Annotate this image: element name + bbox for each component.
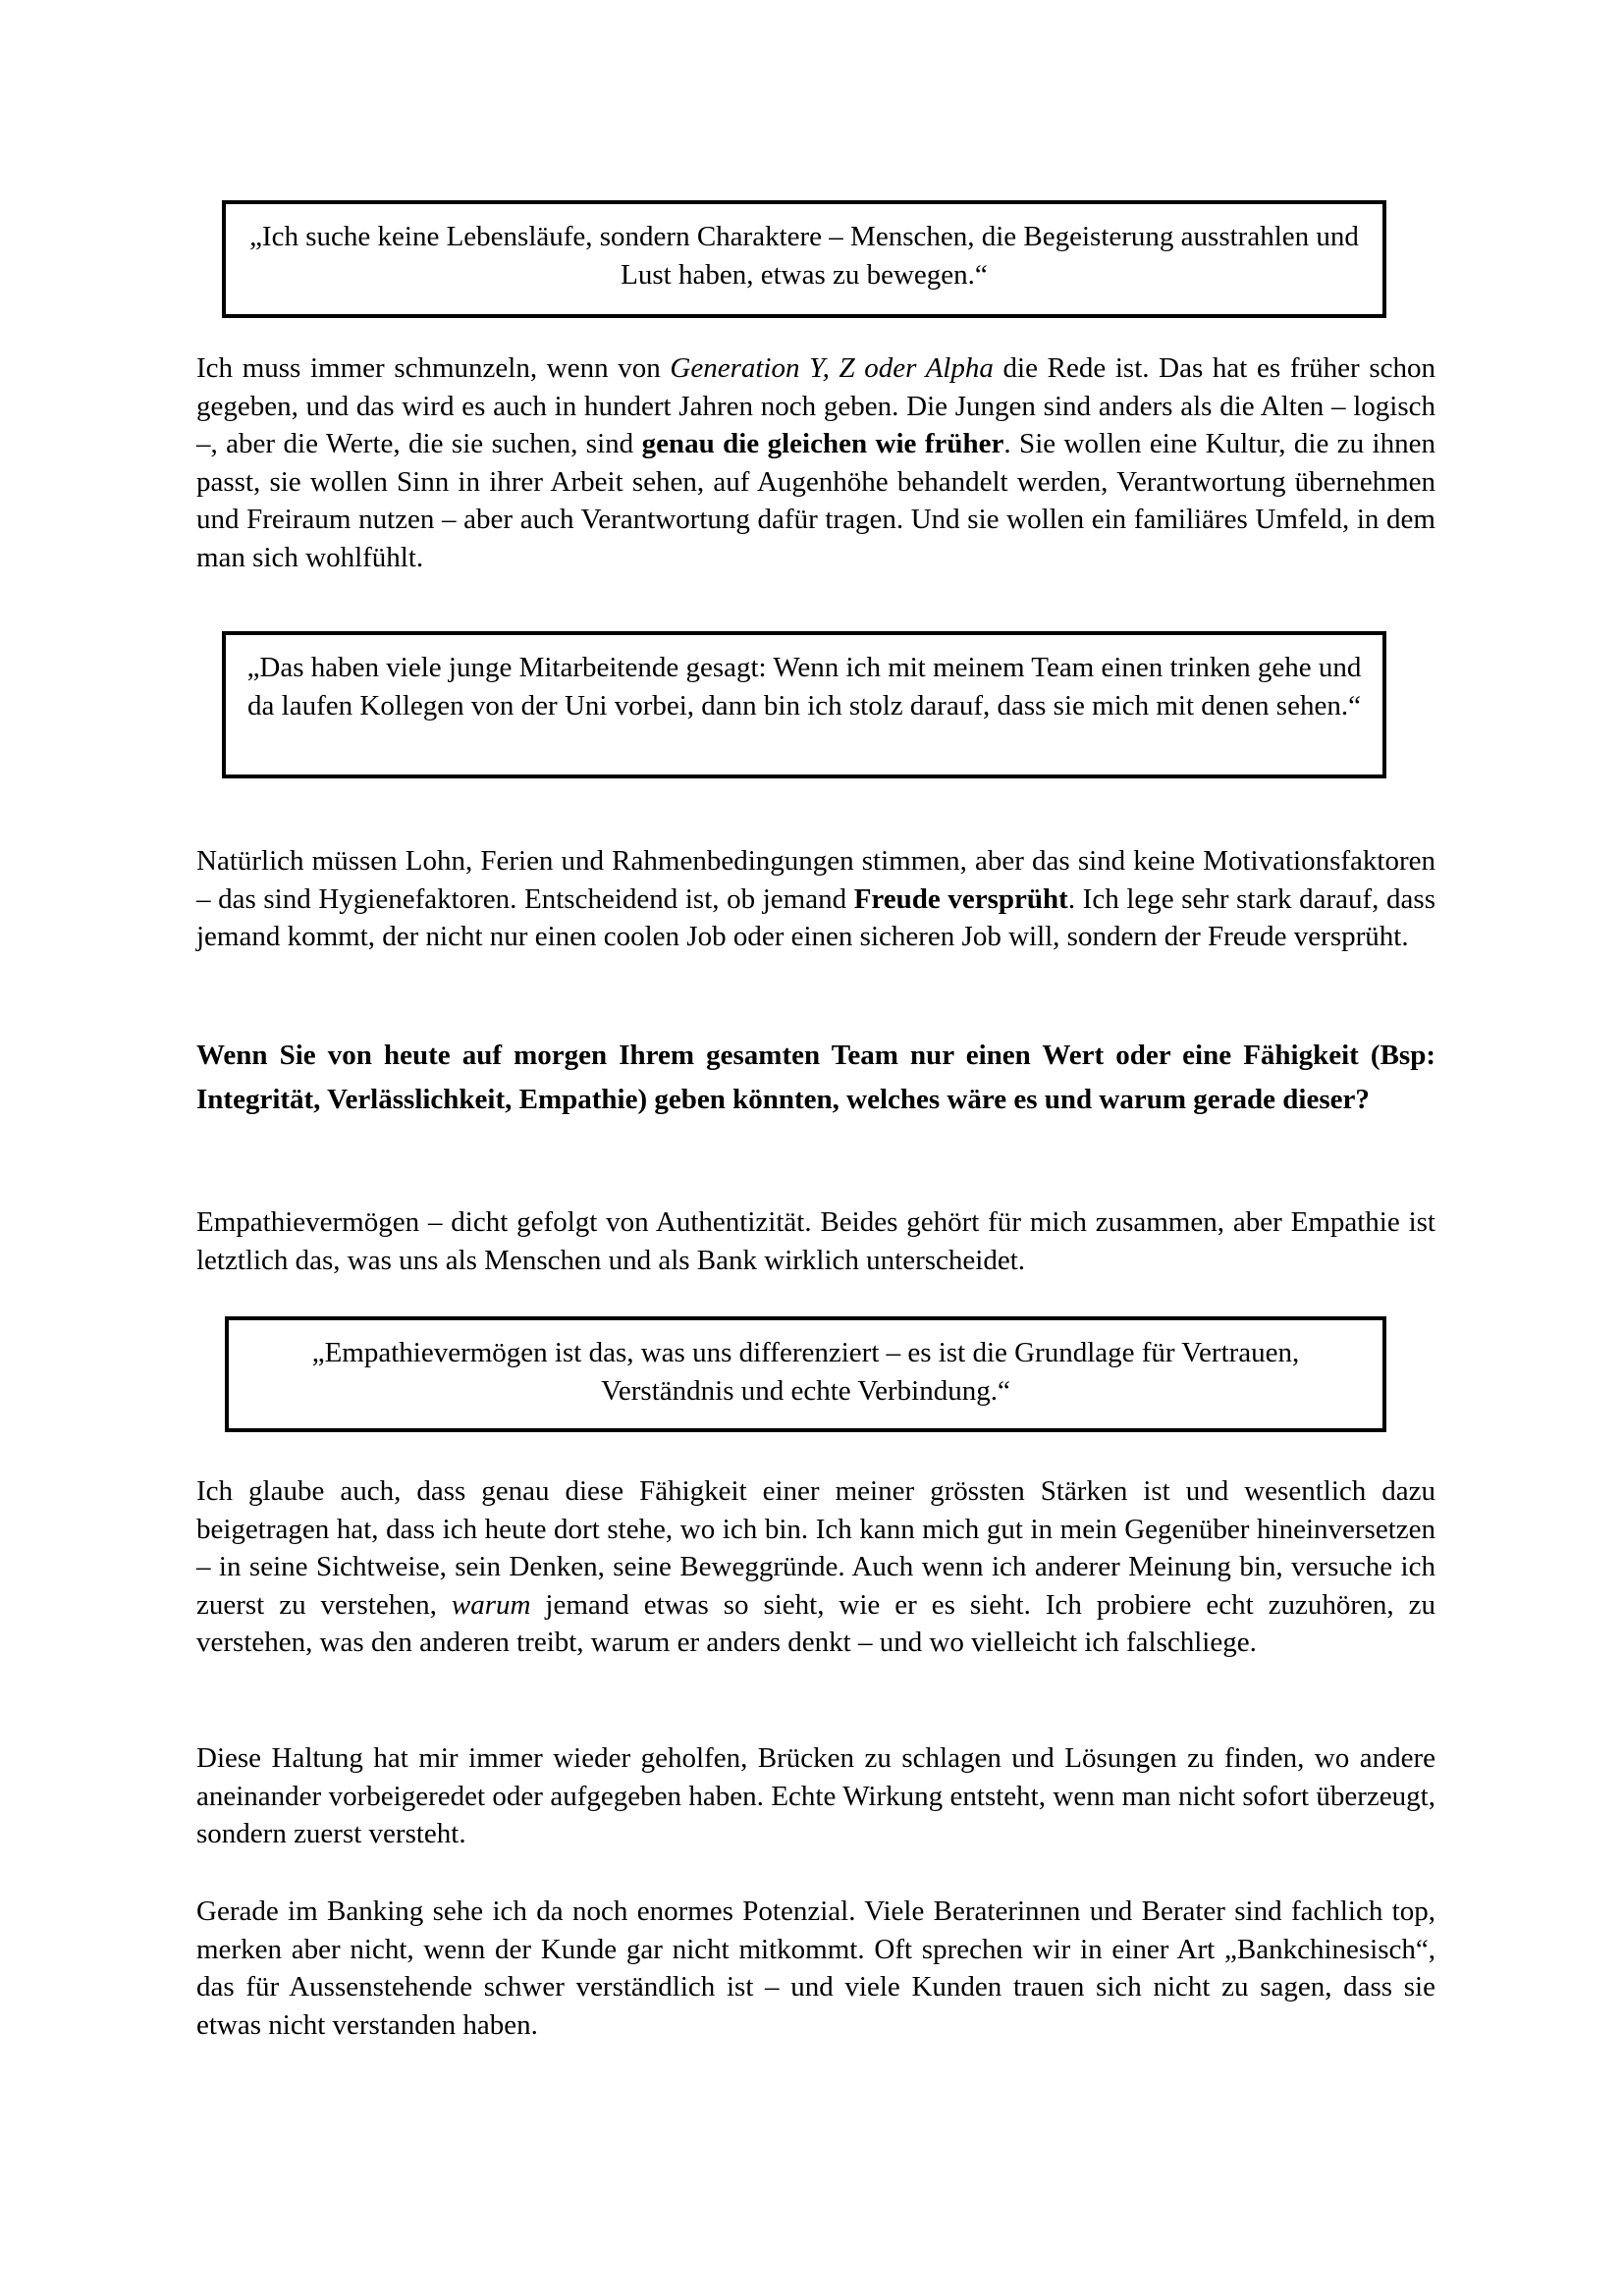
paragraph-4: Ich glaube auch, dass genau diese Fähigkeit einer meiner grössten Stärken ist und wesentlich dazu beigetragen hat, dass ich heute dort stehe, wo ich bin. Ich kann mich gut in mein Gegenüber hineinversetzen – in seine Sichtweise, sein Denken, seine Beweggründe. Auch wenn ich anderer Meinung bin, versuche ich zuerst zu verstehen, warum jemand etwas so sieht, wie er es sieht. Ich probiere echt zuzuhören, zu verstehen, was den anderen treibt, warum er anders denkt – und wo vielleicht ich falschliege.	[196, 1475, 1435, 1659]
pull-quote-3-text: „Empathievermögen ist das, was uns differenziert – es ist die Grundlage für Vertrauen, Verständnis und echte Verbindung.“	[311, 1337, 1300, 1407]
paragraph-1: Ich muss immer schmunzeln, wenn von Generation Y, Z oder Alpha die Rede ist. Das hat es früher schon gegeben, und das wird es auch in hundert Jahren noch geben. Die Jungen sind anders als die Alten – logisch –, aber die Werte, die sie suchen, sind genau die gleichen wie früher. Sie wollen eine Kultur, die zu ihnen passt, sie wollen Sinn in ihrer Arbeit sehen, auf Augenhöhe behandelt werden, Verantwortung übernehmen und Freiraum nutzen – aber auch Verantwortung dafür tragen. Und sie wollen ein familiäres Umfeld, in dem man sich wohlfühlt.	[196, 352, 1435, 573]
paragraph-3: Empathievermögen – dicht gefolgt von Authentizität. Beides gehört für mich zusammen, aber Empathie ist letztlich das, was uns als Menschen und als Bank wirklich unterscheidet.	[196, 1206, 1435, 1276]
pull-quote-1-text: „Ich suche keine Lebensläufe, sondern Charaktere – Menschen, die Begeisterung ausstrahlen und Lust haben, etwas zu bewegen.“	[249, 221, 1359, 291]
pull-quote-1	[222, 200, 1386, 318]
paragraph-5: Diese Haltung hat mir immer wieder geholfen, Brücken zu schlagen und Lösungen zu finden, wo andere aneinander vorbeigeredet oder aufgegeben haben. Echte Wirkung entsteht, wenn man nicht sofort überzeugt, sondern zuerst versteht.	[196, 1742, 1435, 1850]
paragraph-6: Gerade im Banking sehe ich da noch enormes Potenzial. Viele Beraterinnen und Berater sind fachlich top, merken aber nicht, wenn der Kunde gar nicht mitkommt. Oft sprechen wir in einer Art „Bankchinesisch“, das für Aussenstehende schwer verständlich ist – und viele Kunden trauen sich nicht zu sagen, dass sie etwas nicht verstanden haben.	[196, 1896, 1435, 2041]
paragraph-2: Natürlich müssen Lohn, Ferien und Rahmenbedingungen stimmen, aber das sind keine Motivationsfaktoren – das sind Hygienefaktoren. Entscheidend ist, ob jemand Freude versprüht. Ich lege sehr stark darauf, dass jemand kommt, der nicht nur einen coolen Job oder einen sicheren Job will, sondern der Freude versprüht.	[196, 845, 1435, 953]
pull-quote-2-text: „Das haben viele junge Mitarbeitende gesagt: Wenn ich mit meinem Team einen trinken gehe und da laufen Kollegen von der Uni vorbei, dann bin ich stolz darauf, dass sie mich mit denen sehen.“	[246, 652, 1362, 721]
bold-same-values: genau die gleichen wie früher	[641, 428, 1004, 460]
bold-spreads-joy: Freude versprüht	[853, 882, 1068, 915]
emphasis-generations: Generation Y, Z oder Alpha	[670, 352, 994, 384]
pull-quote-2	[222, 631, 1386, 778]
interview-question: Wenn Sie von heute auf morgen Ihrem gesamten Team nur einen Wert oder eine Fähigkeit (Bsp: Integrität, Verlässlichkeit, Empathie) geben könnten, welches wäre es und warum gerade dieser?	[196, 1040, 1435, 1115]
pull-quote-3	[225, 1316, 1386, 1432]
emphasis-why: warum	[451, 1588, 531, 1621]
